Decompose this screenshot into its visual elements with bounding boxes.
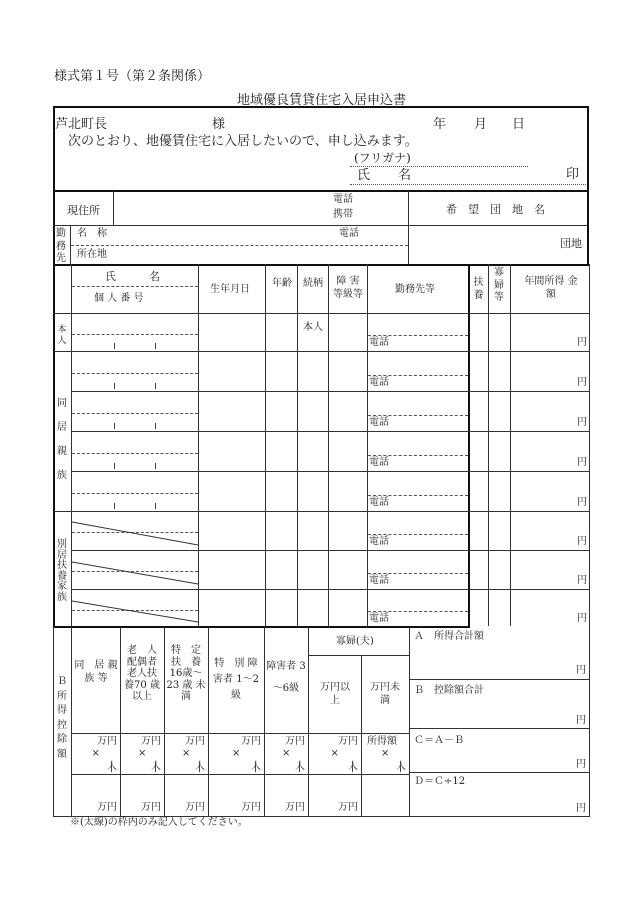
frame-top — [53, 106, 589, 108]
divider — [72, 286, 198, 287]
divider — [71, 589, 589, 590]
divider — [409, 679, 589, 680]
danchi-suffix: 団地 — [560, 237, 582, 250]
name-dashed-line — [72, 493, 198, 494]
mynumber-tick — [114, 463, 115, 469]
divider — [265, 264, 266, 626]
row-yen-label: 円 — [577, 536, 587, 547]
ded-unit-manyen-bottom: 万円 — [97, 802, 117, 813]
col-workplace: 勤務先等 — [395, 284, 435, 295]
frame-bottom — [53, 626, 470, 628]
ded-unit-person: 人 — [195, 761, 205, 772]
ded-unit-manyen-bottom: 万円 — [285, 802, 305, 813]
mynumber-tick — [155, 343, 156, 349]
mynumber-tick — [114, 383, 115, 389]
divider — [71, 550, 589, 551]
mynumber-tick — [155, 383, 156, 389]
name-dashed-line — [72, 571, 198, 572]
ded-tick — [155, 762, 156, 772]
slash-line — [72, 601, 198, 622]
row-tel-label: 電話 — [369, 575, 389, 586]
divider — [367, 264, 368, 626]
form-title: 地域優良賃貸住宅入居申込書 — [237, 93, 407, 108]
self-relation: 本人 — [303, 322, 323, 333]
row-yen-label: 円 — [577, 377, 587, 388]
ded-col-special-disability: 特 別 障害者 1～2級 — [213, 658, 259, 701]
ded-col-specific: 特 定 扶 養 16歳～ 23 歳 未 満 — [166, 645, 216, 702]
wish-danchi-label: 希 望 団 地 名 — [446, 203, 545, 216]
ded-unit-person: 人 — [151, 761, 161, 772]
ded-tick — [111, 762, 112, 772]
furigana-label[interactable]: (フリガナ) — [354, 151, 411, 165]
work-label: 勤務先 — [56, 228, 66, 264]
ded-unit-manyen: 万円 — [97, 736, 117, 747]
workplace-dashed-line — [368, 455, 468, 456]
ded-unit-manyen: 万円 — [185, 736, 205, 747]
workplace-dashed-line — [368, 375, 468, 376]
address-mobile-label: 携帯 — [333, 209, 353, 220]
row-yen-label: 円 — [577, 417, 587, 428]
ded-unit-manyen: 万円 — [241, 736, 261, 747]
seal-mark: 印 — [566, 167, 580, 182]
divider — [54, 225, 587, 226]
frame-right — [589, 627, 590, 817]
divider — [54, 351, 589, 352]
ded-unit-manyen-bottom: 万円 — [185, 802, 205, 813]
ded-unit-person: 人 — [107, 761, 117, 772]
divider — [198, 264, 199, 626]
furigana-line — [350, 166, 528, 167]
col-age: 年齢 — [272, 278, 292, 289]
ded-col-under: 万円未 満 — [370, 682, 410, 706]
divider — [71, 774, 409, 775]
ded-unit-manyen-bottom: 万円 — [338, 802, 358, 813]
ded-unit-person: 人 — [396, 761, 406, 772]
name-dashed-line — [72, 334, 198, 335]
frame-right — [468, 264, 470, 627]
frame-left — [53, 627, 54, 817]
row-tel-label: 電話 — [369, 377, 389, 388]
col-relation: 続柄 — [303, 278, 323, 289]
divider — [297, 264, 298, 626]
workplace-dashed-line — [368, 495, 468, 496]
workplace-dashed-line — [368, 534, 468, 535]
name-dashed-line — [72, 373, 198, 374]
ded-tick — [352, 762, 353, 772]
name-label-1: 氏 — [357, 168, 371, 183]
col-name: 氏 名 — [105, 270, 160, 283]
footnote: ※(太線)の枠内のみ記入してください。 — [70, 817, 248, 828]
work-location-label: 所在地 — [77, 249, 107, 260]
calc-a: Ａ 所得合計額 — [414, 631, 484, 642]
deduction-side-label: Ｂ所得控除額 — [57, 676, 67, 760]
name-dashed-line — [72, 532, 198, 533]
ded-unit-person: 人 — [251, 761, 261, 772]
ded-income-amount: 所得額 — [367, 736, 397, 747]
ded-unit-person: 人 — [348, 761, 358, 772]
workplace-dashed-line — [368, 415, 468, 416]
ded-unit-manyen: 万円 — [285, 736, 305, 747]
divider — [361, 655, 362, 817]
name-dashed-line — [72, 610, 198, 611]
calc-b-yen: 円 — [576, 715, 586, 726]
workplace-dashed-line — [368, 611, 468, 612]
row-yen-label: 円 — [577, 575, 587, 586]
row-tel-label: 電話 — [369, 536, 389, 547]
workplace-dashed-line — [368, 573, 468, 574]
ded-tick — [199, 762, 200, 772]
divider — [53, 264, 589, 266]
ded-unit-manyen: 万円 — [338, 736, 358, 747]
ded-times: × — [232, 748, 241, 759]
divider — [409, 772, 589, 773]
col-income: 年間所得 金 額 — [524, 276, 598, 300]
divider — [113, 191, 114, 225]
divider — [409, 627, 410, 817]
divider — [71, 391, 589, 392]
divider — [264, 627, 265, 817]
group-self: 本人 — [57, 325, 67, 347]
year-label: 年 — [433, 117, 447, 132]
mynumber-tick — [114, 423, 115, 429]
ded-unit-manyen-bottom: 万円 — [141, 802, 161, 813]
calc-d-yen: 円 — [576, 803, 586, 814]
divider — [71, 431, 589, 432]
divider — [71, 627, 72, 817]
name-dashed-line — [72, 413, 198, 414]
mynumber-tick — [155, 423, 156, 429]
col-mynumber: 個 人 番 号 — [94, 293, 144, 304]
ded-col-cohabit: 同 居 親 族 等 — [74, 660, 118, 684]
form-label: 様式第１号（第２条関係） — [54, 69, 211, 84]
mynumber-tick — [114, 503, 115, 509]
divider — [53, 190, 589, 192]
calc-b: Ｂ 控除額合計 — [414, 685, 484, 696]
calc-d: Ｄ＝Ｃ÷12 — [414, 776, 466, 787]
divider — [328, 264, 329, 626]
col-disability: 障 害 等級等 — [333, 276, 363, 300]
address-label: 現住所 — [67, 204, 100, 217]
divider — [408, 191, 409, 264]
mynumber-tick — [114, 343, 115, 349]
work-tel-label: 電話 — [339, 228, 359, 239]
ded-times: × — [282, 748, 291, 759]
ded-unit-person: 人 — [295, 761, 305, 772]
addressee-honorific: 様 — [212, 117, 226, 132]
row-yen-label: 円 — [577, 613, 587, 624]
calc-a-yen: 円 — [576, 665, 586, 676]
divider — [54, 313, 589, 314]
divider — [71, 471, 589, 472]
ded-times: × — [91, 748, 100, 759]
address-tel-label: 電話 — [333, 194, 353, 205]
ded-times: × — [330, 748, 339, 759]
calc-c: Ｃ＝Ａ－Ｂ — [414, 735, 464, 746]
intro-text: 次のとおり、地優賃住宅に入居したいので、申し込みます。 — [68, 134, 418, 149]
slash-line — [72, 562, 198, 584]
divider — [208, 627, 209, 817]
group-cohabit: 同居親族 — [57, 398, 67, 481]
ded-times: × — [381, 748, 390, 759]
ded-times: × — [138, 748, 147, 759]
ded-tick — [400, 762, 401, 772]
col-support: 扶養 — [473, 277, 484, 301]
divider — [71, 733, 409, 734]
row-tel-label: 電話 — [369, 457, 389, 468]
divider — [308, 627, 309, 655]
divider — [54, 511, 589, 512]
row-yen-label: 円 — [577, 457, 587, 468]
divider — [71, 245, 408, 246]
mynumber-tick — [155, 503, 156, 509]
row-tel-label: 電話 — [369, 417, 389, 428]
ded-col-disability: 障害者 3～6級 — [266, 661, 306, 694]
ded-unit-manyen: 万円 — [141, 736, 161, 747]
name-dashed-line — [72, 453, 198, 454]
day-label: 日 — [512, 117, 526, 132]
ded-tick — [299, 762, 300, 772]
divider — [308, 655, 309, 817]
work-name-label: 名 称 — [77, 228, 107, 239]
ded-col-over: 万円以 上 — [320, 682, 360, 706]
name-label-2: 名 — [398, 168, 412, 183]
addressee: 芦北町長 — [55, 117, 108, 132]
col-birth: 生年月日 — [210, 284, 250, 295]
row-tel-label: 電話 — [369, 497, 389, 508]
frame-outer-right — [589, 264, 590, 627]
ded-unit-manyen-bottom: 万円 — [241, 802, 261, 813]
mynumber-tick — [155, 463, 156, 469]
frame-right — [587, 106, 589, 265]
divider — [409, 728, 589, 729]
col-widow: 寡婦等 — [494, 267, 504, 303]
name-line[interactable] — [350, 184, 586, 185]
calc-c-yen: 円 — [576, 759, 586, 770]
ded-col-elder: 老 人 配偶者 老人扶 養70 歳以上 — [124, 645, 160, 702]
workplace-dashed-line — [368, 335, 468, 336]
month-label: 月 — [474, 117, 488, 132]
ded-tick — [255, 762, 256, 772]
divider — [308, 655, 409, 656]
slash-line — [72, 522, 198, 545]
ded-times: × — [182, 748, 191, 759]
row-tel-label: 電話 — [369, 613, 389, 624]
ded-col-widow: 寡婦(夫) — [336, 636, 374, 647]
row-yen-label: 円 — [577, 337, 587, 348]
divider — [510, 264, 511, 626]
row-tel-label: 電話 — [369, 337, 389, 348]
group-separate: 別居扶養家族 — [57, 539, 67, 603]
row-yen-label: 円 — [577, 497, 587, 508]
divider — [488, 264, 489, 626]
